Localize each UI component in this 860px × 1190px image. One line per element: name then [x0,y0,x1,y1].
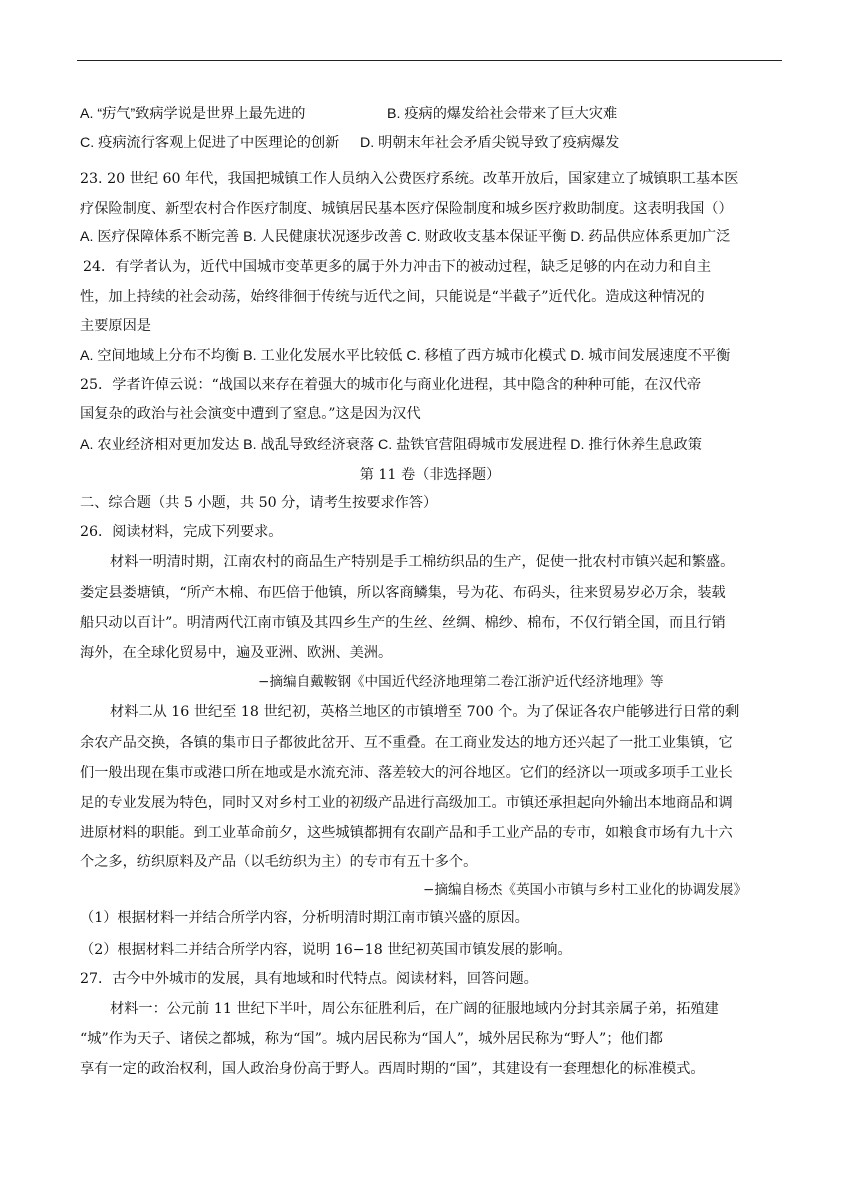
q24-stem-line-1: 24．有学者认为，近代中国城市变革更多的属于外力冲击下的被动过程，缺乏足够的内在动力和自主 [83,259,712,275]
q26-subquestion-1: （1）根据材料一并结合所学内容，分析明清时期江南市镇兴盛的原因。 [80,910,529,926]
q25-stem-line-2: 国复杂的政治与社会演变中遭到了窒息。”这是因为汉代 [80,406,421,422]
q22-option-b: B. 疫病的爆发给社会带来了巨大灾难 [387,106,618,122]
q26-material-1-line-3: 船只动以百计”。明清两代江南市镇及其四乡生产的生丝、丝绸、棉纱、棉布，不仅行销全国，而且行销 [80,615,726,631]
q26-material-1-line-4: 海外，在全球化贸易中，遍及亚洲、欧洲、美洲。 [80,645,393,661]
q24-stem-line-2: 性，加上持续的社会动荡，始终徘徊于传统与近代之间，只能说是“半截子”近代化。造成这种情况的 [80,289,705,305]
q26-material-2-line-4: 足的专业发展为特色，同时又对乡村工业的初级产品进行高级加工。市镇还承担起向外输出本地商品和调 [80,795,733,811]
q22-option-a: A. “疠气”致病学说是世界上最先进的 [80,106,306,122]
q26-material-2-source: −摘编自杨杰《英国小市镇与乡村工业化的协调发展》 [423,882,748,898]
q25-stem-line-1: 25．学者许倬云说：“战国以来存在着强大的城市化与商业化进程，其中隐含的种种可能，在汉代帝 [80,377,702,393]
q26-material-2-line-3: 们一般出现在集市或港口所在地或是水流充沛、落差较大的河谷地区。它们的经济以一项或多项手工业长 [80,765,733,781]
q27-material-1-line-1: 材料一：公元前 11 世纪下半叶，周公东征胜利后，在广阔的征服地域内分封其亲属子弟，拓殖建 [110,1001,719,1017]
q22-option-d: D. 明朝末年社会矛盾尖锐导致了疫病爆发 [360,135,620,151]
q26-material-1-line-1: 材料一明清时期，江南农村的商品生产特别是手工棉纺织品的生产，促使一批农村市镇兴起和繁盛。 [110,554,735,570]
q26-material-1-source: −摘编自戴鞍钢《中国近代经济地理第二卷江浙沪近代经济地理》等 [258,674,664,690]
q26-material-2-line-1: 材料二从 16 世纪至 18 世纪初，英格兰地区的市镇增至 700 个。为了保证各农户能够进行日常的剩 [110,704,740,720]
q26-material-2-line-5: 进原材料的职能。到工业革命前夕，这些城镇都拥有农副产品和手工业产品的专市，如粮食市场有九十六 [80,825,733,841]
section-title: 第 11 卷（非选择题） [359,467,501,483]
q23-stem-line-1: 23. 20 世纪 60 年代，我国把城镇工作人员纳入公费医疗系统。改革开放后，国家建立了城镇职工基本医 [80,171,739,187]
q23-stem-line-2: 疗保险制度、新型农村合作医疗制度、城镇居民基本医疗保险制度和城乡医疗救助制度。这表明我国（） [80,201,733,217]
q26-material-2-line-2: 余农产品交换，各镇的集市日子都彼此岔开、互不重叠。在工商业发达的地方还兴起了一批工业集镇，它 [80,735,733,751]
q24-stem-line-3: 主要原因是 [80,318,151,334]
q27-material-1-line-3: 享有一定的政治权利，国人政治身份高于野人。西周时期的“国”，其建设有一套理想化的标准模式。 [80,1061,705,1077]
header-rule [77,60,782,61]
q27-material-1-line-2: “城”作为天子、诸侯之都城，称为“国”。城内居民称为“国人”，城外居民称为“野人”；他们都 [80,1031,663,1047]
section-heading: 二、综合题（共 5 小题，共 50 分，请考生按要求作答） [80,495,438,511]
q26-material-1-line-2: 娄定县娄塘镇，“所产木棉、布匹倍于他镇，所以客商鳞集，号为花、布码头，往来贸易岁必万余，装载 [80,585,726,601]
q25-options: A. 农业经济相对更加发达 B. 战乱导致经济衰落 C. 盐铁官营阻碍城市发展进程 D. 推行休养生息政策 [80,437,702,453]
q23-options: A. 医疗保障体系不断完善 B. 人民健康状况逐步改善 C. 财政收支基本保证平衡 D. 药品供应体系更加广泛 [80,229,731,245]
q26-subquestion-2: （2）根据材料二并结合所学内容，说明 16−18 世纪初英国市镇发展的影响。 [80,942,572,958]
q27-stem: 27．古今中外城市的发展，具有地域和时代特点。阅读材料，回答问题。 [80,971,538,987]
q26-material-2-line-6: 个之多，纺织原料及产品（以毛纺织为主）的专市有五十多个。 [80,854,478,870]
q26-stem: 26．阅读材料，完成下列要求。 [80,524,283,540]
q22-option-c: C. 疫病流行客观上促进了中医理论的创新 [80,135,340,151]
q24-options: A. 空间地域上分布不均衡 B. 工业化发展水平比较低 C. 移植了西方城市化模式 D. 城市间发展速度不平衡 [80,348,731,364]
